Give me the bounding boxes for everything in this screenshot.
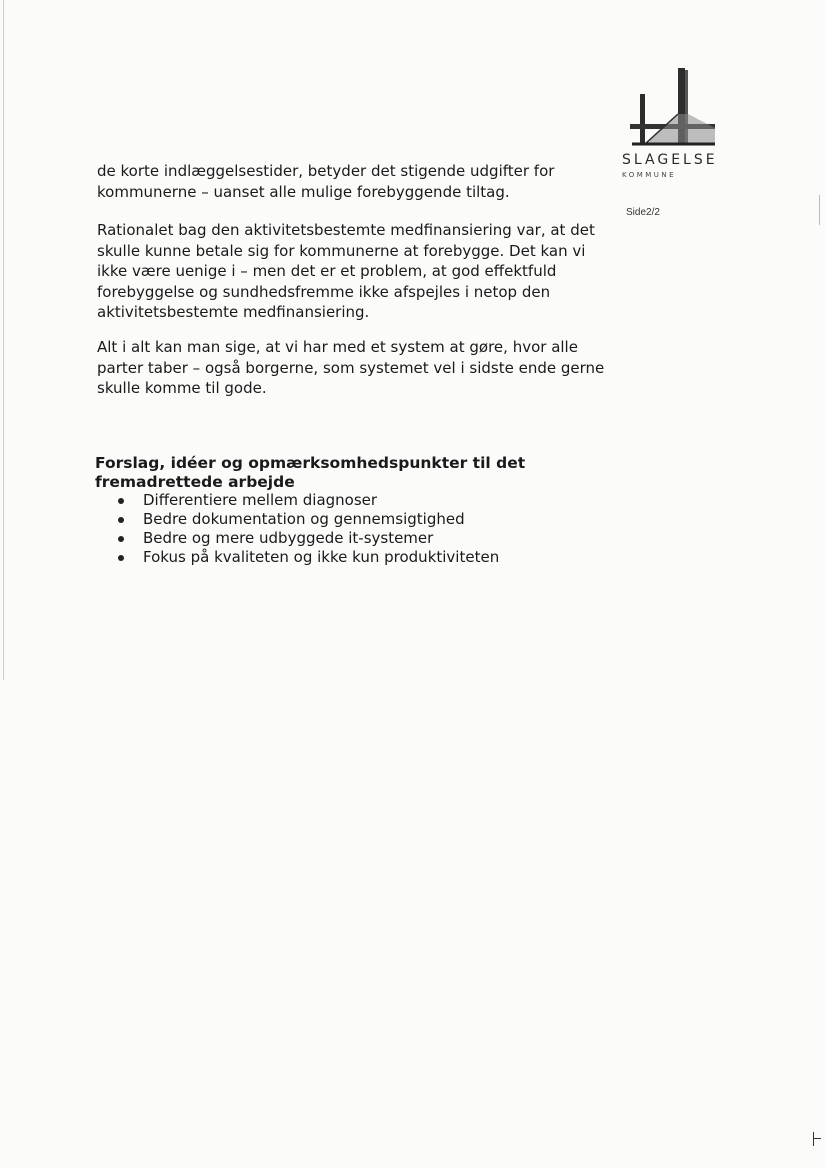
bullet-icon bbox=[118, 498, 124, 504]
list-item-text: Bedre og mere udbyggede it-systemer bbox=[143, 529, 434, 547]
paragraph-2 bbox=[97, 220, 612, 323]
paragraph-text: Rationalet bag den aktivitetsbestemte medfinansiering var, at det skulle kunne betale sig for kommunerne at forebygge. Det kan vi ikke være uenige i – men det er et problem, at god effektfuld forebyggelse og sundhedsfremme ikke afspejles i netop den aktivitetsbestemte medfinansiering. bbox=[97, 221, 595, 321]
slagelse-logo bbox=[620, 66, 720, 179]
scan-mark bbox=[813, 1132, 822, 1146]
bullet-icon bbox=[118, 555, 124, 561]
page-number: Side2/2 bbox=[626, 207, 660, 218]
bridge-logo-icon bbox=[620, 66, 720, 150]
list-item bbox=[116, 510, 499, 529]
suggestion-list bbox=[116, 491, 499, 567]
list-item-text: Differentiere mellem diagnoser bbox=[143, 491, 378, 509]
section-heading: Forslag, idéer og opmærksomhedspunkter til det fremadrettede arbejde bbox=[95, 454, 526, 491]
paragraph-text: de korte indlæggelsestider, betyder det stigende udgifter for kommunerne – uanset alle mulige forebyggende tiltag. bbox=[97, 162, 555, 201]
list-item-text: Fokus på kvaliteten og ikke kun produktiviteten bbox=[143, 548, 500, 566]
list-item bbox=[116, 491, 499, 510]
scan-edge-right bbox=[819, 195, 820, 225]
list-item-text: Bedre dokumentation og gennemsigtighed bbox=[143, 510, 465, 528]
logo-subtitle: KOMMUNE bbox=[622, 171, 677, 179]
scan-edge-left bbox=[3, 0, 4, 680]
logo-name: SLAGELSE bbox=[622, 152, 718, 168]
paragraph-1 bbox=[97, 161, 612, 202]
bullet-icon bbox=[118, 517, 124, 523]
list-item bbox=[116, 529, 499, 548]
bullet-icon bbox=[118, 536, 124, 542]
list-item bbox=[116, 548, 499, 567]
paragraph-text: Alt i alt kan man sige, at vi har med et system at gøre, hvor alle parter taber – også borgerne, som systemet vel i sidste ende gerne skulle komme til gode. bbox=[97, 338, 605, 397]
paragraph-3 bbox=[97, 337, 612, 399]
